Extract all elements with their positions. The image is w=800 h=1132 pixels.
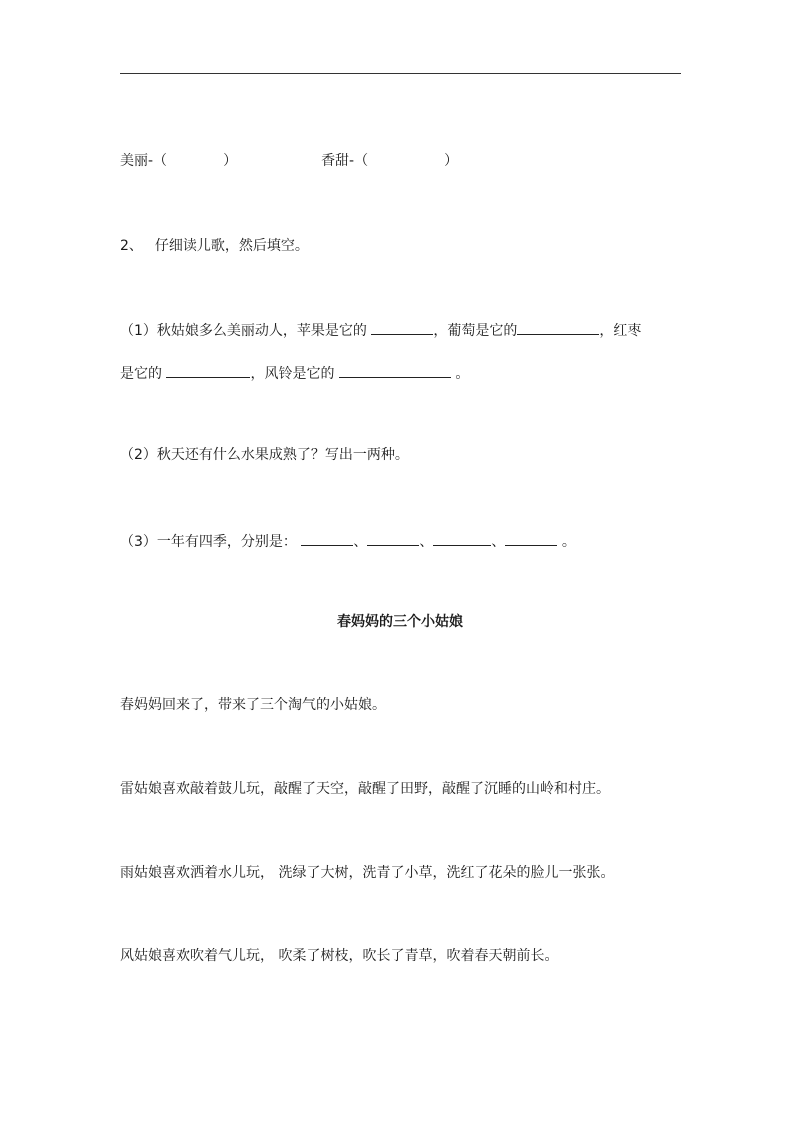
blank-season-1[interactable] <box>301 530 353 546</box>
question-2-number: 2、 <box>120 238 143 254</box>
subquestion-1-text-b: ，葡萄是它的 <box>433 323 518 339</box>
blank-windchime[interactable] <box>339 362 451 378</box>
header-rule <box>120 73 681 74</box>
separator-3: 、 <box>491 534 506 550</box>
subquestion-1-end: 。 <box>455 366 470 382</box>
subquestion-2: （2）秋天还有什么水果成熟了？写出一两种。 <box>120 447 409 463</box>
pair-2-close: ） <box>444 153 459 169</box>
subquestion-1-line-1 <box>120 319 641 341</box>
passage-paragraph-4: 风姑娘喜欢吹着气儿玩， 吹柔了树枝，吹长了青草，吹着春天朝前长。 <box>120 948 559 964</box>
separator-2: 、 <box>419 534 434 550</box>
blank-season-4[interactable] <box>505 530 557 546</box>
subquestion-1-text-a: （1）秋姑娘多么美丽动人，苹果是它的 <box>120 323 367 339</box>
pair-1-close: ） <box>223 153 238 169</box>
blank-season-2[interactable] <box>367 530 419 546</box>
separator-1: 、 <box>353 534 368 550</box>
subquestion-1-text-e: ，风铃是它的 <box>250 366 335 382</box>
passage-paragraph-3: 雨姑娘喜欢洒着水儿玩， 洗绿了大树，洗青了小草，洗红了花朵的脸儿一张张。 <box>120 865 615 881</box>
passage-title: 春妈妈的三个小姑娘 <box>337 614 463 630</box>
subquestion-3-text: （3）一年有四季，分别是： <box>120 534 297 550</box>
pair-1-label: 美丽-（ <box>120 153 168 169</box>
pair-2-label: 香甜-（ <box>321 153 369 169</box>
subquestion-1-text-d: 是它的 <box>120 366 162 382</box>
subquestion-3 <box>120 530 576 552</box>
passage-paragraph-1: 春妈妈回来了，带来了三个淘气的小姑娘。 <box>120 697 386 713</box>
blank-season-3[interactable] <box>433 530 491 546</box>
passage-paragraph-2: 雷姑娘喜欢敲着鼓儿玩，敲醒了天空，敲醒了田野，敲醒了沉睡的山岭和村庄。 <box>120 781 610 797</box>
blank-jujube[interactable] <box>166 362 250 378</box>
subquestion-1-text-c: ，红枣 <box>599 323 642 339</box>
blank-apple[interactable] <box>371 319 433 335</box>
blank-grape[interactable] <box>517 319 599 335</box>
question-2-prompt: 仔细读儿歌，然后填空。 <box>154 238 309 254</box>
question-2-heading <box>120 236 309 256</box>
subquestion-1-line-2 <box>120 362 469 384</box>
antonym-line <box>120 151 458 171</box>
subquestion-3-end: 。 <box>561 534 576 550</box>
